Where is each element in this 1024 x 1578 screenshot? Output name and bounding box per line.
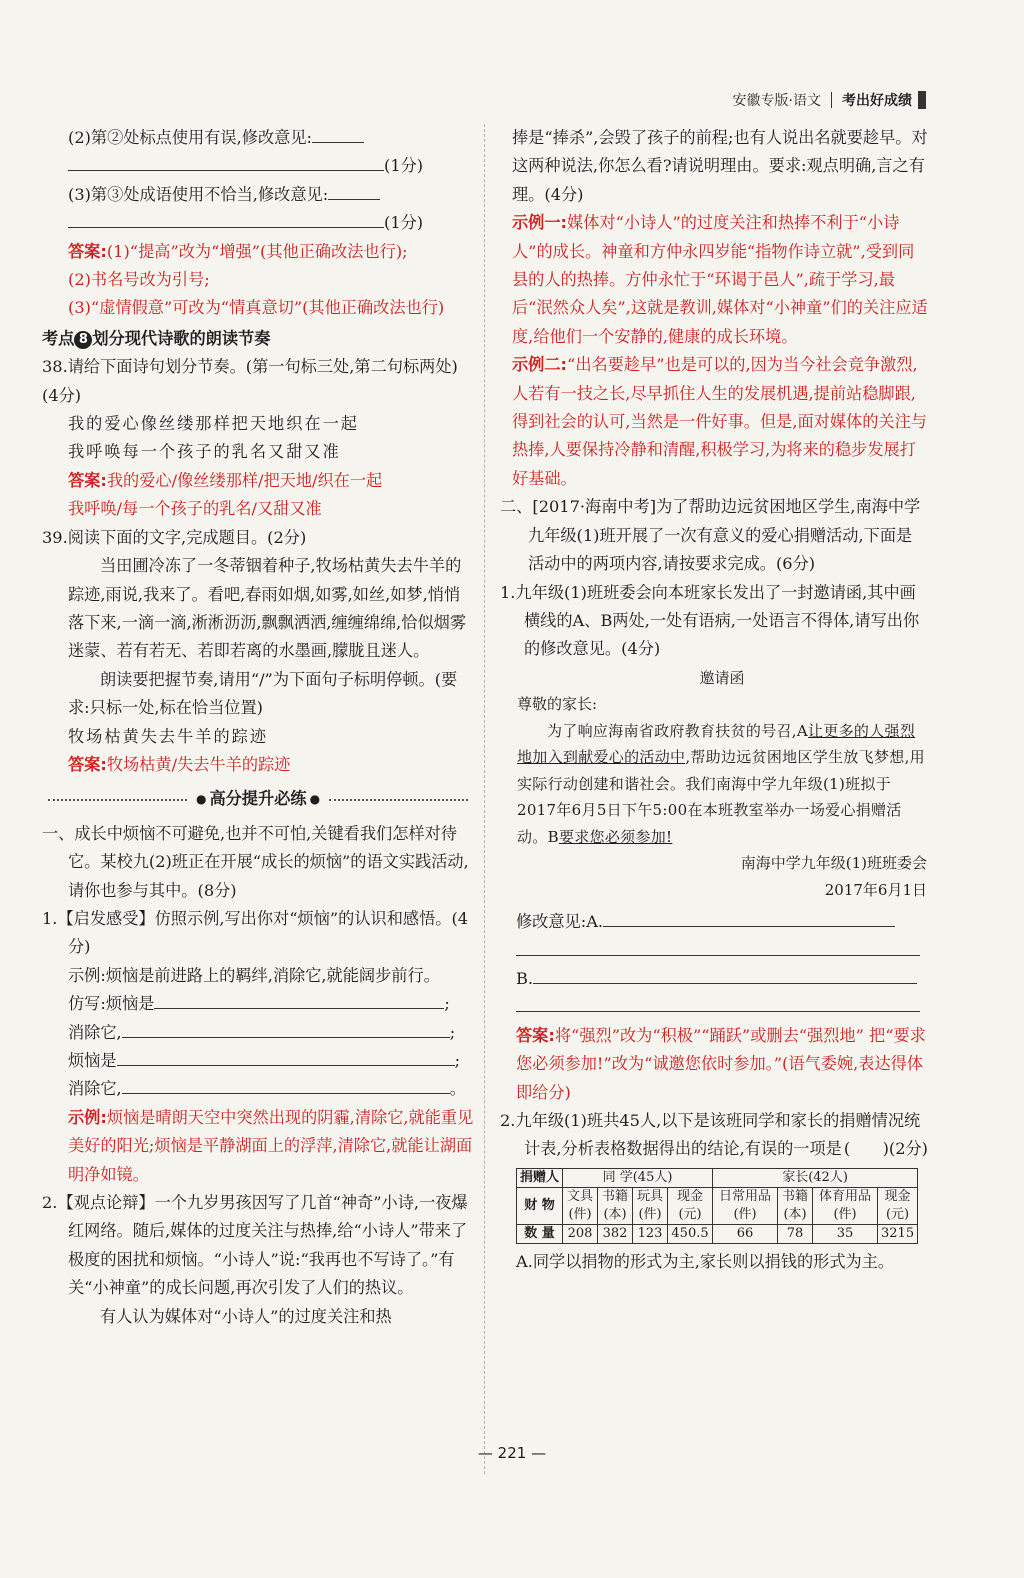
table-cell: 体育用品(件) [813, 1187, 878, 1224]
invitation-letter [500, 664, 928, 905]
table-row [517, 1168, 918, 1187]
subquestion-2: 2.【观点论辩】一个九岁男孩因写了几首“神奇”小诗,一夜爆红网络。随后,媒体的过度关注与热捧,给“小诗人”带来了极度的困扰和烦恼。“小诗人”说:“我再也不写诗了。”有关“小神童”的成长问题,再次引发了人们的热议。 [42, 1193, 468, 1298]
answer-block: 答案:(1)“提高”改为“增强”(其他正确改法也行); [68, 241, 408, 261]
blank-input[interactable] [154, 990, 444, 1009]
fix-a-input[interactable] [603, 908, 895, 927]
option-a: A.同学以捐物的形式为主,家长则以捐钱的形式为主。 [516, 1251, 895, 1271]
table-cell: 现金(元) [668, 1187, 713, 1224]
table-cell: 450.5 [668, 1224, 713, 1243]
table-cell: 玩具(件) [633, 1187, 668, 1224]
table-row [517, 1187, 918, 1224]
kaodian-number-icon: 8 [74, 331, 92, 349]
table-cell: 书籍(本) [778, 1187, 813, 1224]
letter-title: 邀请函 [699, 668, 745, 687]
fix-b-input[interactable] [533, 965, 917, 984]
example: 示例:烦恼是前进路上的羁绊,消除它,就能阔步前行。 [68, 965, 440, 985]
header-brand: 考出好成绩 [842, 93, 912, 109]
subquestion-1: 1.【启发感受】仿照示例,写出你对“烦恼”的认识和感悟。(4分) [42, 908, 469, 957]
blank-input[interactable] [117, 1047, 455, 1066]
table-cell: 文具(件) [563, 1187, 598, 1224]
header-separator [831, 92, 832, 108]
imitation-3: 烦恼是 ; [42, 1047, 474, 1075]
table-cell: 382 [598, 1224, 633, 1243]
header-bar-icon [918, 91, 926, 109]
section-title: ● 高分提升必练 ● [42, 785, 474, 813]
poem-line-2: 我呼唤每一个孩子的乳名又甜又准 [68, 442, 341, 462]
answer-two-1: 答案:将“强烈”改为“积极”“踊跃”或删去“强烈地” 把“要求您必须参加!”改为“诚邀您依时参加。”(语气委婉,表达得体即给分) [516, 1025, 926, 1102]
q3-line: (3)第③处成语使用不恰当,修改意见: [42, 181, 474, 209]
passage: 当田圃冷冻了一冬蒂铟着种子,牧场枯黄失去牛羊的踪迹,雨说,我来了。看吧,春雨如烟,如雾,如丝,如梦,悄悄落下来,一滴一滴,淅淅沥沥,飘飘洒洒,缠缠绵绵,恰似烟雾迷蒙、若有若无、若即若离的水墨画,朦胧且迷人。 [68, 556, 467, 661]
page-header [733, 90, 926, 110]
column-divider [484, 124, 485, 1474]
question-38: 38.请给下面诗句划分节奏。(第一句标三处,第二句标两处)(4分) [42, 357, 458, 405]
example-1: 示例一:媒体对“小诗人”的过度关注和热捧不利于“小诗人”的成长。神童和方仲永四岁能“指物作诗立就”,受到同县的人的热捧。方仲永忙于“环谒于邑人”,疏于学习,最后“泯然众人矣”,这就是教训,媒体对“小神童”们的关注应适度,给他们一个安静的,健康的成长环境。 [512, 213, 928, 346]
answer-3: (3)“虚情假意”可改为“情真意切”(其他正确改法也行) [68, 298, 445, 318]
q3-blank-line: (1分) [42, 209, 474, 237]
question-39: 39.阅读下面的文字,完成题目。(2分) [42, 527, 307, 547]
answer-38b: 我呼唤/每一个孩子的乳名/又甜又准 [68, 499, 322, 519]
fix-b-line: B. [500, 965, 928, 993]
table-header: 数 量 [517, 1224, 563, 1243]
continued-text: 捧是“捧杀”,会毁了孩子的前程;也有人说出名就要趁早。对这两种说法,你怎么看?请说明理由。要求:观点明确,言之有理。(4分) [512, 128, 928, 204]
question-two-2: 2.九年级(1)班共45人,以下是该班同学和家长的捐赠情况统计表,分析表格数据得出的结论,有误的一项是 ( )(2分) [500, 1111, 928, 1159]
table-cell: 208 [563, 1224, 598, 1243]
instruction: 朗读要把握节奏,请用“/”为下面句子标明停顿。(要求:只标一处,标在恰当位置) [68, 669, 458, 718]
right-column [500, 124, 928, 1276]
example-2: 示例二:“出名要趁早”也是可以的,因为当今社会竞争激烈,人若有一技之长,尽早抓住人生的发展机遇,提前站稳脚跟,得到社会的认可,当然是一件好事。但是,面对媒体的关注与热捧,人要保持冷静和清醒,积极学习,为将来的稳步发展打好基础。 [512, 355, 927, 488]
header-subject: 安徽专版·语文 [732, 93, 821, 109]
q2-blank-line [42, 152, 474, 180]
question-two-1: 1.九年级(1)班班委会向本班家长发出了一封邀请函,其中画横线的A、B两处,一处有语病,一处语言不得体,请写出你的修改意见。(4分) [500, 582, 920, 659]
table-cell: 现金(元) [878, 1187, 918, 1224]
poem-line-1: 我的爱心像丝缕那样把天地织在一起 [68, 414, 359, 434]
subquestion-2-cont: 有人认为媒体对“小诗人”的过度关注和热 [100, 1306, 392, 1326]
imitation-4: 消除它, 。 [42, 1075, 474, 1103]
underlined-b: 要求您必须参加! [558, 827, 673, 846]
example-answer: 示例:烦恼是晴朗天空中突然出现的阴霾,清除它,就能重见美好的阳光;烦恼是平静湖面上的浮萍,清除它,就能让湖面明净如镜。 [68, 1107, 474, 1184]
table-header: 同 学(45人) [563, 1168, 713, 1187]
table-cell: 123 [633, 1224, 668, 1243]
blank-input[interactable] [122, 1019, 450, 1038]
page-number: — 221 — [477, 1444, 547, 1462]
fix-a-line: 修改意见:A. [500, 908, 928, 936]
donation-table [516, 1168, 918, 1244]
answer-39: 答案:牧场枯黄/失去牛羊的踪迹 [68, 754, 291, 774]
letter-salutation: 尊敬的家长: [517, 695, 598, 714]
kaodian-heading: 考点 8 划分现代诗歌的朗读节奏 [42, 328, 271, 348]
table-cell: 35 [813, 1224, 878, 1243]
table-cell: 书籍(本) [598, 1187, 633, 1224]
blank-input[interactable] [122, 1075, 450, 1094]
table-header: 捐赠人 [517, 1168, 563, 1187]
sentence: 牧场枯黄失去牛羊的踪迹 [68, 726, 269, 746]
letter-date: 2017年6月1日 [824, 880, 927, 899]
imitation-1: 仿写:烦恼是 ; [42, 990, 474, 1018]
underlined-a: 让更多的人强烈地加入到献爱心的活动中 [517, 721, 916, 767]
table-cell: 日常用品(件) [713, 1187, 778, 1224]
table-cell: 66 [713, 1224, 778, 1243]
left-column [42, 124, 474, 1331]
fix-b-line-2 [500, 993, 928, 1021]
table-cell: 3215 [878, 1224, 918, 1243]
answer-2: (2)书名号改为引号; [68, 270, 210, 290]
intro: 一、成长中烦恼不可避免,也并不可怕,关键看我们怎样对待它。某校九(2)班正在开展“成长的烦恼”的语文实践活动,请你也参与其中。(8分) [42, 823, 469, 900]
letter-signer: 南海中学九年级(1)班班委会 [740, 854, 927, 873]
q2-line: (2)第②处标点使用有误,修改意见: [42, 124, 474, 152]
table-header: 财 物 [517, 1187, 563, 1224]
table-cell: 78 [778, 1224, 813, 1243]
answer-38: 答案:我的爱心/像丝缕那样/把天地/织在一起 [68, 470, 383, 490]
score: (1分) [384, 156, 424, 176]
imitation-2: 消除它, ; [42, 1019, 474, 1047]
question-two: 二、[2017·海南中考]为了帮助边远贫困地区学生,南海中学九年级(1)班开展了一次有意义的爱心捐赠活动,下面是活动中的两项内容,请按要求完成。(6分) [500, 497, 921, 574]
table-header: 家长(42人) [713, 1168, 918, 1187]
letter-body: 为了响应海南省政府教育扶贫的号召,A让更多的人强烈地加入到献爱心的活动中,帮助边远贫困地区学生放飞梦想,用实际行动创建和谐社会。我们南海中学九年级(1)班拟于2017年6月5日下午5:00在本班教室举办一场爱心捐赠活动。B要求您必须参加! [517, 721, 925, 846]
fix-a-line-2 [500, 937, 928, 965]
table-row [517, 1224, 918, 1243]
